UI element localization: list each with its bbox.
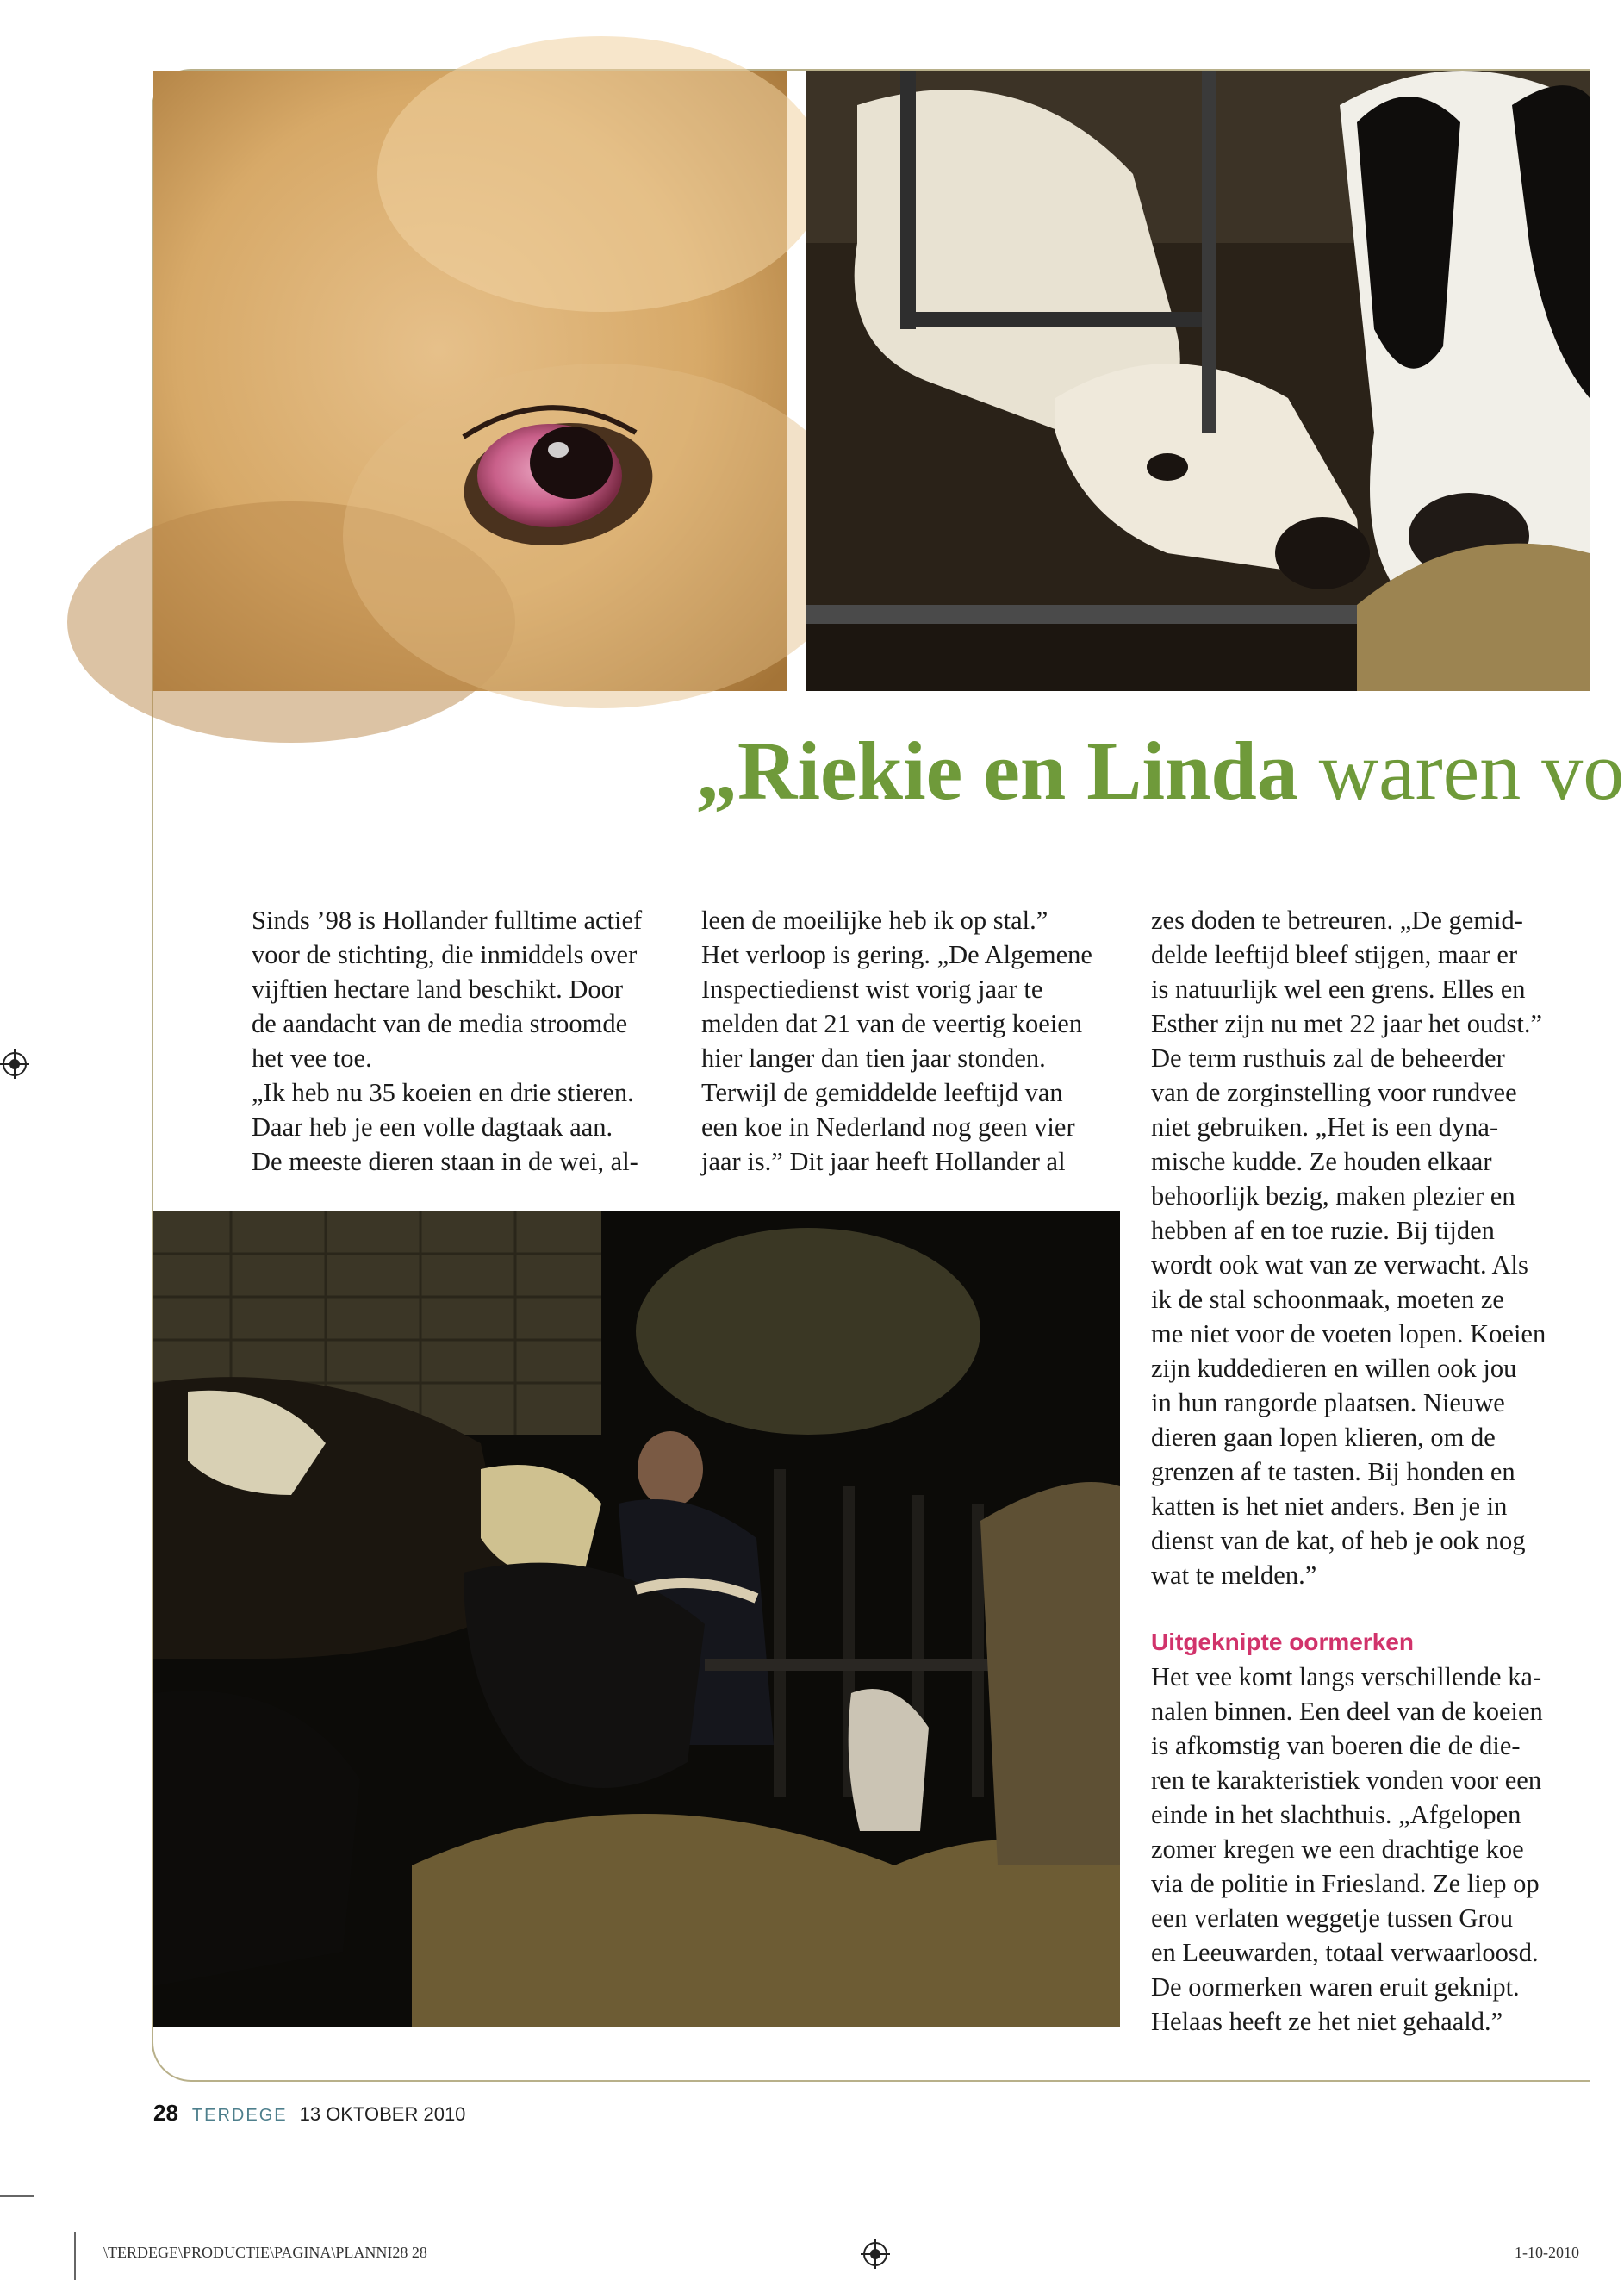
body-text: leen de moeilijke heb ik op stal.” Het verloop is gering. „De Algemene Inspectiedienst wist vorig jaar te melden dat 21 van de veertig koeien hier langer dan tien jaar stonden. Terwijl de gemiddelde leeftijd van een koe in Nederland nog geen vier jaar is.” Dit jaar heeft Hollander al	[701, 906, 1092, 1176]
headline-bold: „Riekie en Linda	[696, 725, 1298, 817]
page-footer	[153, 2100, 465, 2128]
barn-farmer-photo	[153, 1211, 1120, 2027]
body-column-2	[701, 903, 1115, 1179]
body-text: zes doden te betreuren. „De gemid- delde leeftijd bleef stijgen, maar er is natuurlijk wel een grens. Elles en Esther zijn nu met 22 jaar het oudst.” De term rusthuis zal de beheerder van de zorginstelling voor rundvee niet gebruiken. „Het is een dyna- mische kudde. Ze houden elkaar behoorlijk bezig, maken plezier en hebben af en toe ruzie. Bij tijden wordt ook wat van ze verwacht. Als ik de stal schoonmaak, moeten ze me niet voor de voeten lopen. Koeien zijn kuddedieren en willen ook jou in hun rangorde plaatsen. Nieuwe dieren gaan lopen klieren, om de grenzen af te tasten. Bij honden en katten is het niet anders. Ben je in dienst van de kat, of heb je ook nog wat te melden.”	[1151, 906, 1546, 1590]
article-headline	[696, 724, 1624, 819]
issue-date: 13 OKTOBER 2010	[299, 2103, 466, 2125]
body-text: Sinds ’98 is Hollander fulltime actief voor de stichting, die inmiddels over vijftien hectare land beschikt. Door de aandacht van de media stroomde het vee toe. „Ik heb nu 35 koeien en drie stieren. Daar heb je een volle dagtaak aan. De meeste dieren staan in de wei, al-	[252, 906, 643, 1176]
crop-mark	[0, 2195, 34, 2197]
crop-mark	[74, 2232, 76, 2280]
magazine-name: TERDEGE	[191, 2106, 288, 2125]
body-text: Het vee komt langs verschillende ka- nalen binnen. Een deel van de koeien is afkomstig van boeren die de die- ren te karakteristiek vonden voor een einde in het slachthuis. „Afgelopen zomer kregen we een drachtige koe via de politie in Friesland. Ze liep op een verlaten weggetje tussen Grou en Leeuwarden, totaal verwaarloosd. De oormerken waren eruit geknipt. Helaas heeft ze het niet gehaald.”	[1151, 1662, 1543, 2036]
print-slug-date: 1-10-2010	[1515, 2244, 1579, 2261]
section-subheading: Uitgeknipte oormerken	[1151, 1629, 1414, 1655]
print-slug-path: \TERDEGE\PRODUCTIE\PAGINA\PLANNI28 28	[103, 2244, 427, 2261]
cow-eye-photo	[153, 71, 787, 691]
cows-feeding-photo	[806, 71, 1590, 691]
body-column-3	[1151, 903, 1582, 2039]
registration-mark-icon	[0, 1049, 29, 1079]
body-column-1	[252, 903, 674, 1179]
page-number: 28	[153, 2100, 178, 2126]
registration-mark-icon	[861, 2239, 890, 2269]
headline-rest: waren vo	[1297, 725, 1624, 817]
